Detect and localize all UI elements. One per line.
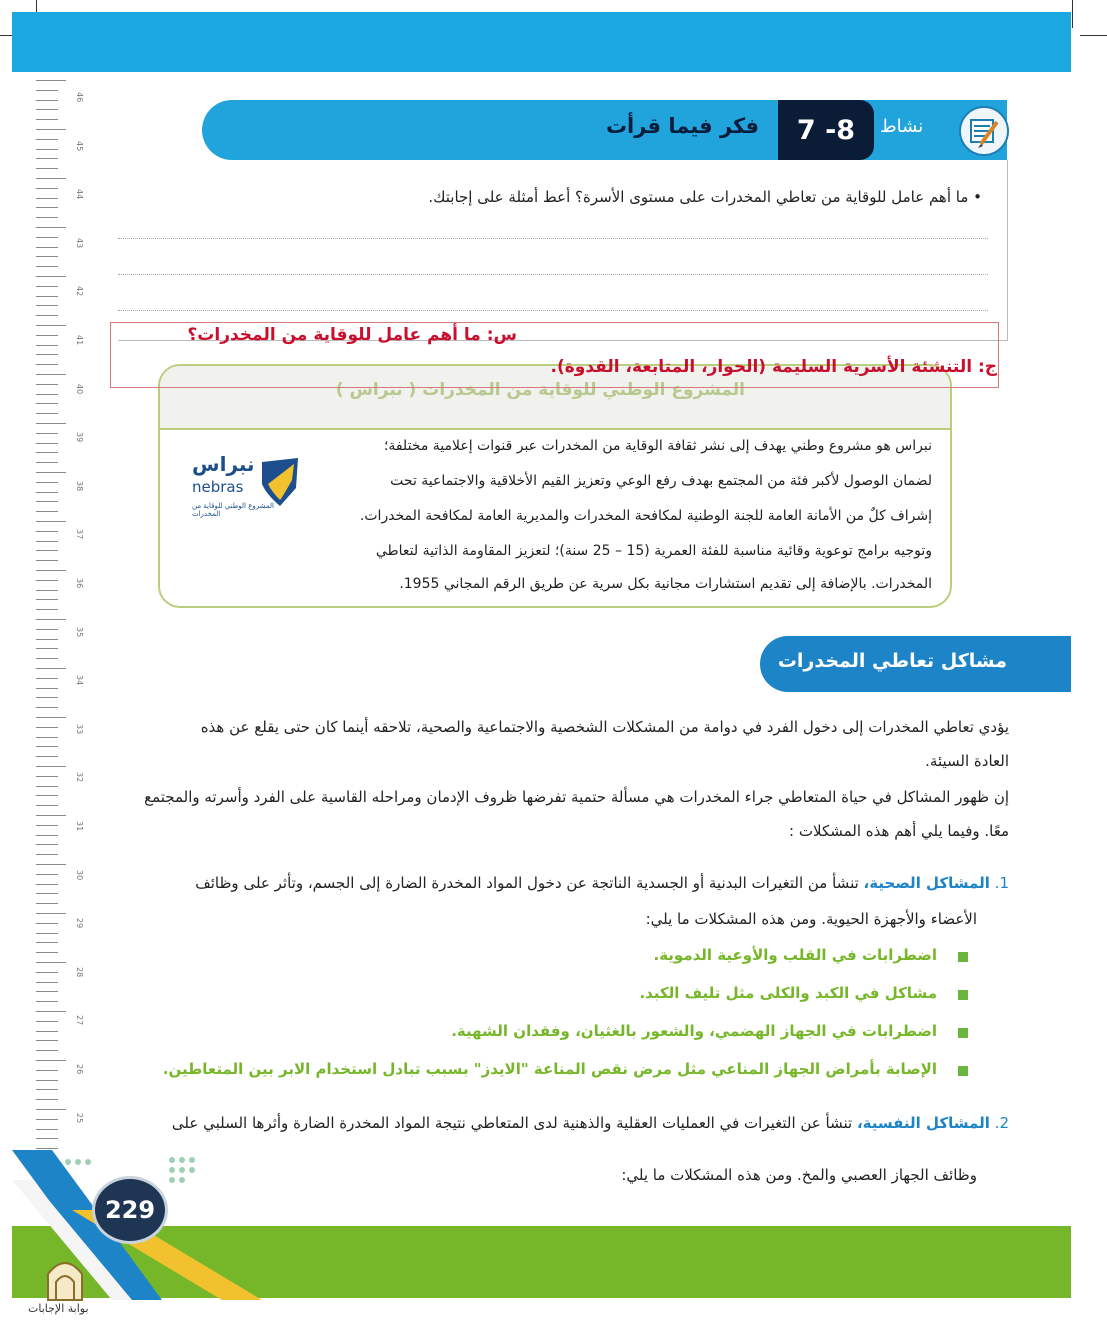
ruler-tick bbox=[36, 991, 58, 992]
ruler-tick bbox=[36, 100, 58, 101]
ruler-tick bbox=[36, 786, 58, 787]
crop-mark bbox=[1080, 35, 1107, 36]
ruler-tick bbox=[36, 893, 58, 894]
answer-overlay-question: س: ما أهم عامل للوقاية من المخدرات؟ bbox=[187, 325, 517, 345]
ruler-tick bbox=[36, 109, 58, 110]
top-banner bbox=[12, 12, 1071, 72]
ruler-number: 32 bbox=[75, 772, 84, 783]
nebras-text-line: نبراس هو مشروع وطني يهدف إلى نشر ثقافة الوقاية من المخدرات عبر قنوات إعلامية مختلفة؛ bbox=[383, 438, 932, 454]
ruler-tick bbox=[36, 511, 58, 512]
ruler-tick bbox=[36, 158, 58, 159]
page-ruler bbox=[36, 80, 96, 1180]
activity-title: فكر فيما قرأت bbox=[605, 114, 759, 138]
ruler-tick bbox=[36, 198, 58, 199]
ruler-number: 35 bbox=[75, 626, 84, 637]
ruler-tick bbox=[36, 668, 66, 669]
ruler-tick bbox=[36, 413, 58, 414]
bullet-square bbox=[958, 1066, 968, 1076]
paragraph-line: وظائف الجهاز العصبي والمخ. ومن هذه المشكلات ما يلي: bbox=[621, 1166, 977, 1184]
ruler-tick bbox=[36, 80, 66, 81]
bullet-square bbox=[958, 952, 968, 962]
ruler-tick bbox=[36, 550, 58, 551]
ruler-tick bbox=[36, 354, 58, 355]
ruler-tick bbox=[36, 276, 66, 277]
ruler-tick bbox=[36, 609, 58, 610]
section-title: مشاكل تعاطي المخدرات bbox=[777, 650, 1007, 672]
ruler-tick bbox=[36, 982, 58, 983]
ruler-tick bbox=[36, 482, 58, 483]
ruler-tick bbox=[36, 864, 66, 865]
nebras-info-box bbox=[158, 364, 952, 608]
ruler-tick bbox=[36, 168, 58, 169]
ruler-tick bbox=[36, 815, 66, 816]
ruler-tick bbox=[36, 697, 58, 698]
ruler-tick bbox=[36, 1138, 58, 1139]
ruler-tick bbox=[36, 305, 58, 306]
ruler-tick bbox=[36, 139, 58, 140]
nebras-logo-english: nebras bbox=[192, 478, 244, 496]
bullet-square bbox=[958, 1028, 968, 1038]
ruler-number: 37 bbox=[75, 529, 84, 540]
ruler-tick bbox=[36, 962, 66, 963]
ruler-tick bbox=[36, 933, 58, 934]
ruler-tick bbox=[36, 766, 66, 767]
paragraph-line: العادة السيئة. bbox=[925, 752, 1009, 770]
nebras-title: المشروع الوطني للوقاية من المخدرات ( نبراس ) bbox=[335, 380, 745, 400]
ruler-tick bbox=[36, 1129, 58, 1130]
activity-label: نشاط bbox=[880, 116, 924, 137]
activity-question: • ما أهم عامل للوقاية من تعاطي المخدرات على مستوى الأسرة؟ أعط أمثلة على إجابتك. bbox=[428, 188, 982, 206]
ruler-tick bbox=[36, 776, 58, 777]
list-number: 1. bbox=[994, 874, 1009, 892]
ruler-tick bbox=[36, 746, 58, 747]
ruler-tick bbox=[36, 472, 66, 473]
ruler-tick bbox=[36, 394, 58, 395]
ruler-tick bbox=[36, 854, 58, 855]
ruler-tick bbox=[36, 423, 66, 424]
nebras-shield-icon bbox=[258, 454, 302, 508]
ruler-tick bbox=[36, 1050, 58, 1051]
ruler-tick bbox=[36, 717, 66, 718]
ruler-number: 42 bbox=[75, 286, 84, 297]
ruler-tick bbox=[36, 688, 58, 689]
ruler-number: 26 bbox=[75, 1064, 84, 1075]
ruler-number: 40 bbox=[75, 383, 84, 394]
list-item-psychological bbox=[172, 1114, 1009, 1132]
ruler-number: 41 bbox=[75, 335, 84, 346]
ruler-number: 45 bbox=[75, 140, 84, 151]
ruler-tick bbox=[36, 1040, 58, 1041]
answer-line[interactable] bbox=[118, 238, 988, 239]
ruler-tick bbox=[36, 178, 66, 179]
ruler-number: 27 bbox=[75, 1015, 84, 1026]
nebras-logo bbox=[174, 452, 304, 532]
ruler-tick bbox=[36, 1089, 58, 1090]
ruler-tick bbox=[36, 364, 58, 365]
answer-line[interactable] bbox=[118, 310, 988, 311]
ruler-tick bbox=[36, 452, 58, 453]
ruler-tick bbox=[36, 541, 58, 542]
ruler-number: 30 bbox=[75, 869, 84, 880]
nebras-text-line: إشراف كلٌ من الأمانة العامة للجنة الوطنية لمكافحة المخدرات والمديرية العامة لمكافحة المخدرات. bbox=[359, 508, 932, 524]
paragraph-line: معًا. وفيما يلي أهم هذه المشكلات : bbox=[789, 822, 1009, 840]
ruler-tick bbox=[36, 247, 58, 248]
paragraph-line: الأعضاء والأجهزة الحيوية. ومن هذه المشكلات ما يلي: bbox=[645, 910, 977, 928]
ruler-tick bbox=[36, 1109, 66, 1110]
ruler-tick bbox=[36, 433, 58, 434]
ruler-tick bbox=[36, 286, 58, 287]
ruler-number: 44 bbox=[75, 189, 84, 200]
ruler-tick bbox=[36, 531, 58, 532]
ruler-tick bbox=[36, 492, 58, 493]
paragraph-line: إن ظهور المشاكل في حياة المتعاطي جراء المخدرات هي مسألة حتمية تفرضها ظروف الإدمان ومراحله القاسية على الفرد وأسرته والمجتمع bbox=[144, 788, 1009, 806]
ruler-tick bbox=[36, 501, 58, 502]
answer-overlay-answer: ج: التنشئة الأسرية السليمة (الحوار، المتابعة، القدوة). bbox=[550, 357, 997, 377]
ruler-number: 43 bbox=[75, 237, 84, 248]
mosque-icon bbox=[42, 1254, 88, 1302]
ruler-tick bbox=[36, 972, 58, 973]
ruler-tick bbox=[36, 884, 58, 885]
ruler-tick bbox=[36, 727, 58, 728]
ruler-tick bbox=[36, 403, 58, 404]
nebras-logo-arabic: نبراس bbox=[192, 452, 255, 476]
ruler-tick bbox=[36, 521, 66, 522]
ruler-tick bbox=[36, 678, 58, 679]
ruler-tick bbox=[36, 1080, 58, 1081]
ruler-tick bbox=[36, 590, 58, 591]
ruler-tick bbox=[36, 384, 58, 385]
ruler-tick bbox=[36, 1031, 58, 1032]
page-number: 229 bbox=[92, 1176, 168, 1244]
ruler-tick bbox=[36, 570, 66, 571]
bullet-item: الإصابة بأمراض الجهاز المناعي مثل مرض نقص المناعة "الايدز" بسبب تبادل استخدام الابر بين المتعاطين. bbox=[162, 1060, 937, 1078]
list-text: تنشأ عن التغيرات في العمليات العقلية والذهنية لدى المتعاطي نتيجة المواد المخدرة الضارة وأثرها السلبي على bbox=[171, 1114, 857, 1132]
ruler-tick bbox=[36, 844, 58, 845]
list-item-health bbox=[195, 874, 1009, 892]
ruler-tick bbox=[36, 188, 58, 189]
ruler-number: 34 bbox=[75, 675, 84, 686]
ruler-tick bbox=[36, 345, 58, 346]
ruler-tick bbox=[36, 756, 58, 757]
ruler-tick bbox=[36, 825, 58, 826]
ruler-tick bbox=[36, 795, 58, 796]
ruler-tick bbox=[36, 129, 66, 130]
ruler-tick bbox=[36, 315, 58, 316]
ruler-tick bbox=[36, 619, 66, 620]
ruler-number: 39 bbox=[75, 432, 84, 443]
crop-mark bbox=[1072, 0, 1073, 28]
activity-number: 7 -8 bbox=[778, 100, 874, 160]
list-text: تنشأ من التغيرات البدنية أو الجسدية الناتجة عن دخول المواد المخدرة الضارة إلى الجسم، وتأثر على وظائف bbox=[195, 874, 864, 892]
ruler-tick bbox=[36, 707, 58, 708]
ruler-tick bbox=[36, 658, 58, 659]
ruler-tick bbox=[36, 952, 58, 953]
ruler-tick bbox=[36, 903, 58, 904]
ruler-tick bbox=[36, 942, 58, 943]
ruler-tick bbox=[36, 874, 58, 875]
ruler-number: 25 bbox=[75, 1112, 84, 1123]
list-keyword: المشاكل الصحية، bbox=[863, 874, 990, 892]
ruler-tick bbox=[36, 639, 58, 640]
paragraph-line: يؤدي تعاطي المخدرات إلى دخول الفرد في دوامة من المشكلات الشخصية والاجتماعية والصحية، تلاحقه أينما كان حتى يقلع عن هذه bbox=[200, 718, 1009, 736]
ruler-tick bbox=[36, 335, 58, 336]
ruler-tick bbox=[36, 227, 66, 228]
ruler-tick bbox=[36, 1001, 58, 1002]
ruler-tick bbox=[36, 913, 66, 914]
ruler-tick bbox=[36, 266, 58, 267]
bullet-square bbox=[958, 990, 968, 1000]
ruler-tick bbox=[36, 648, 58, 649]
answers-portal-label: بوابة الإجابات bbox=[28, 1302, 89, 1315]
answer-line[interactable] bbox=[118, 274, 988, 275]
ruler-tick bbox=[36, 90, 58, 91]
ruler-tick bbox=[36, 374, 66, 375]
ruler-tick bbox=[36, 805, 58, 806]
ruler-tick bbox=[36, 443, 58, 444]
ruler-number: 29 bbox=[75, 918, 84, 929]
ruler-number: 31 bbox=[75, 821, 84, 832]
nebras-logo-subtitle: المشروع الوطني للوقاية من المخدرات bbox=[192, 502, 275, 518]
bullet-item: اضطرابات في القلب والأوعية الدموية. bbox=[653, 946, 937, 964]
ruler-number: 46 bbox=[75, 92, 84, 103]
ruler-tick bbox=[36, 737, 58, 738]
ruler-tick bbox=[36, 1021, 58, 1022]
bullet-item: اضطرابات في الجهاز الهضمي، والشعور بالغثيان، وفقدان الشهية. bbox=[451, 1022, 937, 1040]
ruler-tick bbox=[36, 560, 58, 561]
ruler-number: 33 bbox=[75, 723, 84, 734]
ruler-tick bbox=[36, 256, 58, 257]
ruler-tick bbox=[36, 296, 58, 297]
ruler-tick bbox=[36, 1119, 58, 1120]
nebras-text-line: لضمان الوصول لأكبر فئة من المجتمع بهدف رفع الوعي وتعزيز القيم الأخلاقية والاجتماعية تحت bbox=[390, 473, 932, 489]
ruler-tick bbox=[36, 1070, 58, 1071]
ruler-tick bbox=[36, 237, 58, 238]
bullet-item: مشاكل في الكبد والكلى مثل تليف الكبد. bbox=[639, 984, 937, 1002]
list-number: 2. bbox=[994, 1114, 1009, 1132]
ruler-tick bbox=[36, 580, 58, 581]
ruler-tick bbox=[36, 923, 58, 924]
ruler-number: 28 bbox=[75, 966, 84, 977]
notepad-pencil-icon bbox=[959, 106, 1009, 156]
ruler-tick bbox=[36, 1011, 66, 1012]
ruler-number: 38 bbox=[75, 480, 84, 491]
ruler-tick bbox=[36, 119, 58, 120]
ruler-tick bbox=[36, 629, 58, 630]
ruler-tick bbox=[36, 462, 58, 463]
ruler-tick bbox=[36, 1060, 66, 1061]
ruler-tick bbox=[36, 599, 58, 600]
list-keyword: المشاكل النفسية، bbox=[856, 1114, 990, 1132]
nebras-text-line: وتوجيه برامج توعوية وقائية مناسبة للفئة العمرية (15 – 25 سنة)؛ لتعزيز المقاومة الذاتية لتعاطي bbox=[375, 543, 932, 559]
ruler-tick bbox=[36, 835, 58, 836]
ruler-tick bbox=[36, 217, 58, 218]
nebras-text-line: المخدرات. بالإضافة إلى تقديم استشارات مجانية بكل سرية عن طريق الرقم المجاني 1955. bbox=[399, 576, 932, 592]
ruler-tick bbox=[36, 1099, 58, 1100]
ruler-number: 36 bbox=[75, 578, 84, 589]
ruler-tick bbox=[36, 149, 58, 150]
ruler-tick bbox=[36, 207, 58, 208]
activity-icon-container bbox=[955, 100, 1007, 160]
ruler-tick bbox=[36, 325, 66, 326]
